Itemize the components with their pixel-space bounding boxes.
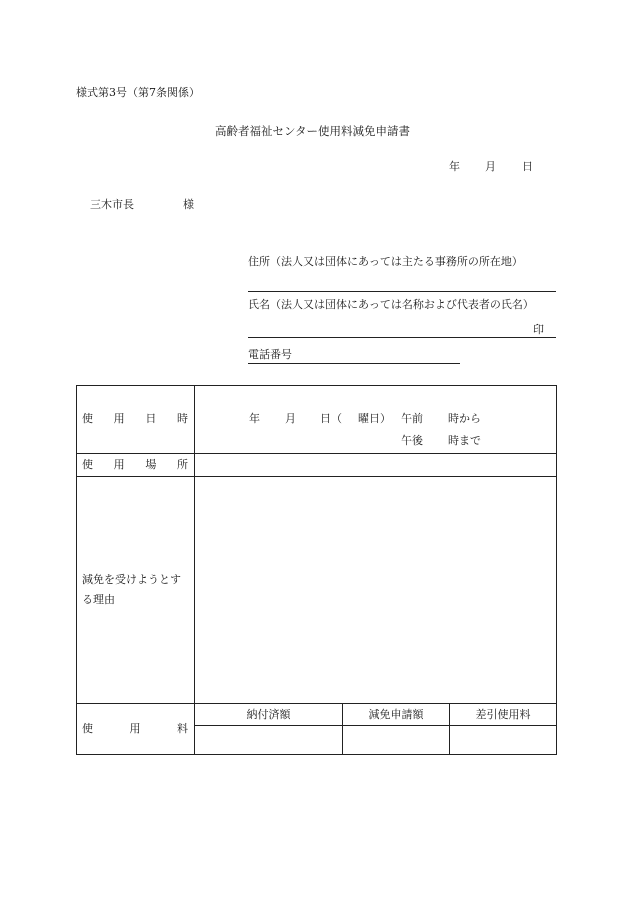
dt-weekday-label: 曜日） [358, 412, 391, 425]
use-datetime-label [82, 412, 188, 426]
phone-underline [248, 363, 460, 364]
dt-month-label: 月 [285, 412, 296, 425]
address-label: 住所（法人又は団体にあっては主たる事務所の所在地） [248, 255, 523, 268]
form-title: 高齢者福祉センター使用料減免申請書 [215, 124, 411, 138]
row-divider-datetime [76, 453, 557, 454]
addressee-honorific: 様 [183, 198, 194, 211]
form-number: 様式第3号（第7条関係） [76, 86, 200, 99]
row-divider-reason [76, 703, 557, 704]
use-place-field[interactable] [196, 455, 554, 475]
dt-year-label: 年 [249, 412, 260, 425]
fee-label [82, 722, 188, 736]
table-top-border [76, 385, 557, 386]
date-day-label: 日 [522, 160, 533, 173]
label-char: 使 [82, 412, 93, 425]
address-underline [248, 291, 556, 292]
dt-until-label: 時まで [448, 434, 481, 447]
date-year-label: 年 [449, 160, 460, 173]
seal-mark: 印 [533, 323, 544, 336]
date-month-label: 月 [485, 160, 496, 173]
row-divider-place [76, 476, 557, 477]
label-char: 料 [177, 722, 188, 735]
dt-pm-label: 午後 [401, 434, 423, 447]
reason-label: 減免を受けようとする理由 [82, 573, 181, 606]
dt-am-label: 午前 [401, 412, 423, 425]
phone-label: 電話番号 [248, 348, 292, 361]
label-char: 場 [145, 458, 157, 471]
name-underline [248, 337, 556, 338]
addressee: 三木市長 [90, 198, 134, 211]
reason-field[interactable] [196, 478, 554, 702]
label-char: 用 [113, 458, 125, 471]
label-char: 時 [176, 412, 188, 425]
use-place-label [82, 458, 188, 472]
table-right-border [556, 385, 557, 754]
label-column-divider [194, 385, 195, 754]
fee-header-net: 差引使用料 [475, 708, 531, 721]
name-label: 氏名（法人又は団体にあっては名称および代表者の氏名） [248, 298, 534, 311]
label-char: 使 [82, 722, 93, 735]
label-char: 用 [129, 722, 141, 735]
label-char: 所 [176, 458, 188, 471]
table-bottom-border [76, 754, 557, 755]
table-left-border [76, 385, 77, 754]
fee-header-exemption: 減免申請額 [368, 708, 424, 721]
fee-header-paid: 納付済額 [246, 708, 291, 721]
dt-from-label: 時から [448, 412, 481, 425]
dt-day-label: 日（ [320, 412, 342, 425]
label-char: 日 [145, 412, 157, 425]
fee-header-divider [194, 725, 557, 726]
label-char: 用 [113, 412, 125, 425]
label-char: 使 [82, 458, 93, 471]
